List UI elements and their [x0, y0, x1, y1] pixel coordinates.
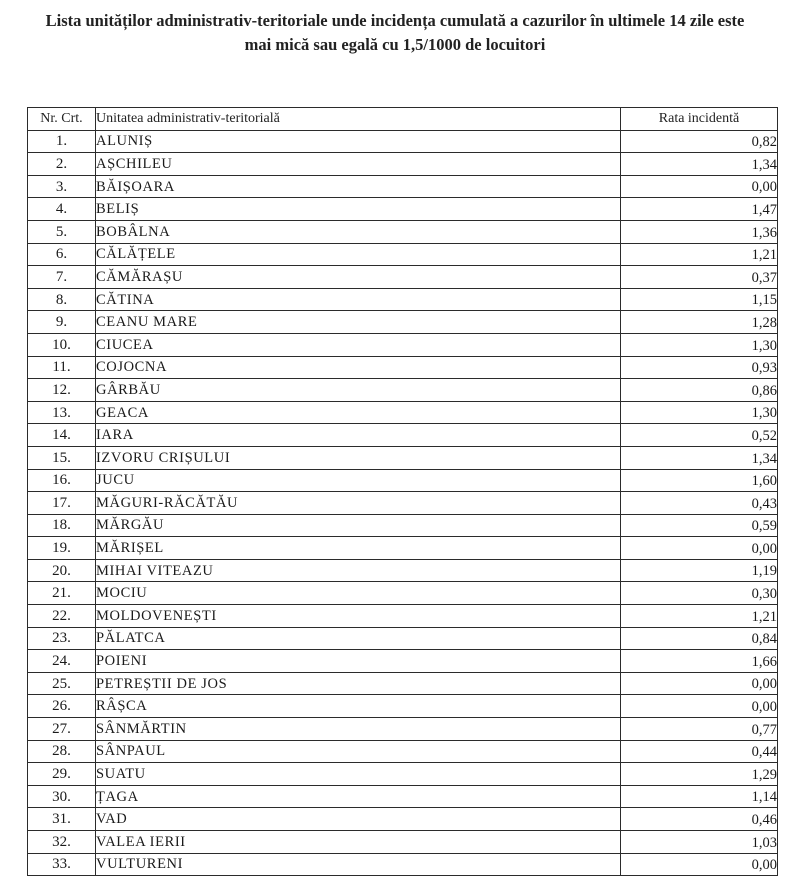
unit-name: MĂRGĂU [96, 514, 621, 537]
table-row [28, 559, 778, 582]
incidence-rate: 1,60 [621, 469, 778, 492]
incidence-rate: 1,29 [621, 763, 778, 786]
incidence-rate: 0,93 [621, 356, 778, 379]
row-number: 17. [28, 492, 96, 515]
row-number: 3. [28, 175, 96, 198]
row-number: 9. [28, 311, 96, 334]
incidence-rate: 1,30 [621, 401, 778, 424]
row-number: 20. [28, 559, 96, 582]
unit-name: VULTURENI [96, 853, 621, 876]
row-number: 22. [28, 605, 96, 628]
row-number: 2. [28, 153, 96, 176]
table-row [28, 537, 778, 560]
table-row [28, 695, 778, 718]
unit-name: COJOCNA [96, 356, 621, 379]
unit-name: PETREȘTII DE JOS [96, 672, 621, 695]
table-row [28, 808, 778, 831]
row-number: 8. [28, 288, 96, 311]
unit-name: MĂGURI-RĂCĂTĂU [96, 492, 621, 515]
row-number: 21. [28, 582, 96, 605]
incidence-rate: 1,28 [621, 311, 778, 334]
unit-name: GEACA [96, 401, 621, 424]
table-row [28, 831, 778, 854]
title-line-1: Lista unităților administrativ-teritoriale unde incidența cumulată a cazurilor în ultimele 14 zile este [45, 11, 745, 30]
incidence-rate: 0,86 [621, 379, 778, 402]
incidence-rate: 1,21 [621, 605, 778, 628]
table-row [28, 627, 778, 650]
row-number: 25. [28, 672, 96, 695]
row-number: 26. [28, 695, 96, 718]
incidence-rate: 1,47 [621, 198, 778, 221]
table-row [28, 266, 778, 289]
table-row [28, 311, 778, 334]
incidence-rate: 1,21 [621, 243, 778, 266]
incidence-rate: 0,44 [621, 740, 778, 763]
row-number: 29. [28, 763, 96, 786]
unit-name: IARA [96, 424, 621, 447]
row-number: 13. [28, 401, 96, 424]
row-number: 33. [28, 853, 96, 876]
row-number: 28. [28, 740, 96, 763]
row-number: 19. [28, 537, 96, 560]
incidence-rate: 0,00 [621, 672, 778, 695]
table-row [28, 605, 778, 628]
incidence-rate: 0,46 [621, 808, 778, 831]
incidence-rate: 1,03 [621, 831, 778, 854]
unit-name: BĂIȘOARA [96, 175, 621, 198]
table-row [28, 718, 778, 741]
incidence-rate: 1,14 [621, 785, 778, 808]
unit-name: SÂNMĂRTIN [96, 718, 621, 741]
row-number: 31. [28, 808, 96, 831]
unit-name: BOBÂLNA [96, 220, 621, 243]
unit-name: ALUNIȘ [96, 130, 621, 153]
row-number: 24. [28, 650, 96, 673]
row-number: 6. [28, 243, 96, 266]
incidence-rate: 1,30 [621, 333, 778, 356]
unit-name: VAD [96, 808, 621, 831]
table-body [28, 130, 778, 876]
table-row [28, 401, 778, 424]
row-number: 23. [28, 627, 96, 650]
incidence-rate: 0,30 [621, 582, 778, 605]
incidence-rate: 0,77 [621, 718, 778, 741]
uat-incidence-table [27, 107, 778, 876]
unit-name: CĂLĂȚELE [96, 243, 621, 266]
table-row [28, 469, 778, 492]
table-row [28, 198, 778, 221]
incidence-rate: 0,00 [621, 853, 778, 876]
incidence-rate: 0,00 [621, 175, 778, 198]
table-row [28, 379, 778, 402]
unit-name: CIUCEA [96, 333, 621, 356]
table-row [28, 220, 778, 243]
table-row [28, 333, 778, 356]
unit-name: RÂȘCA [96, 695, 621, 718]
table-row [28, 130, 778, 153]
header-nr-crt: Nr. Crt. [28, 108, 96, 131]
unit-name: AȘCHILEU [96, 153, 621, 176]
table-row [28, 424, 778, 447]
unit-name: BELIȘ [96, 198, 621, 221]
incidence-rate: 0,84 [621, 627, 778, 650]
table-row [28, 650, 778, 673]
incidence-rate: 0,37 [621, 266, 778, 289]
unit-name: POIENI [96, 650, 621, 673]
row-number: 12. [28, 379, 96, 402]
header-rate: Rata incidentă [621, 108, 778, 131]
document-title [10, 9, 780, 57]
table-row [28, 153, 778, 176]
table-row [28, 492, 778, 515]
incidence-rate: 0,82 [621, 130, 778, 153]
incidence-rate: 1,19 [621, 559, 778, 582]
unit-name: MĂRIȘEL [96, 537, 621, 560]
table-row [28, 582, 778, 605]
unit-name: VALEA IERII [96, 831, 621, 854]
unit-name: PĂLATCA [96, 627, 621, 650]
row-number: 30. [28, 785, 96, 808]
table-row [28, 446, 778, 469]
incidence-rate: 0,52 [621, 424, 778, 447]
table-row [28, 356, 778, 379]
unit-name: MOCIU [96, 582, 621, 605]
row-number: 7. [28, 266, 96, 289]
incidence-rate: 1,34 [621, 153, 778, 176]
incidence-rate: 1,66 [621, 650, 778, 673]
row-number: 18. [28, 514, 96, 537]
unit-name: MIHAI VITEAZU [96, 559, 621, 582]
table-header-row [28, 108, 778, 131]
row-number: 32. [28, 831, 96, 854]
row-number: 16. [28, 469, 96, 492]
incidence-rate: 0,43 [621, 492, 778, 515]
table-row [28, 175, 778, 198]
row-number: 11. [28, 356, 96, 379]
unit-name: JUCU [96, 469, 621, 492]
incidence-rate: 1,34 [621, 446, 778, 469]
unit-name: IZVORU CRIȘULUI [96, 446, 621, 469]
row-number: 14. [28, 424, 96, 447]
incidence-rate: 0,59 [621, 514, 778, 537]
row-number: 10. [28, 333, 96, 356]
table-row [28, 740, 778, 763]
unit-name: CĂTINA [96, 288, 621, 311]
table-row [28, 763, 778, 786]
table-row [28, 672, 778, 695]
incidence-rate: 1,15 [621, 288, 778, 311]
table-row [28, 514, 778, 537]
unit-name: MOLDOVENEȘTI [96, 605, 621, 628]
row-number: 27. [28, 718, 96, 741]
table-row [28, 853, 778, 876]
unit-name: ȚAGA [96, 785, 621, 808]
table-row [28, 243, 778, 266]
title-line-2: mai mică sau egală cu 1,5/1000 de locuitori [244, 35, 546, 54]
row-number: 1. [28, 130, 96, 153]
unit-name: SÂNPAUL [96, 740, 621, 763]
unit-name: GÂRBĂU [96, 379, 621, 402]
row-number: 4. [28, 198, 96, 221]
header-unit: Unitatea administrativ-teritorială [96, 108, 621, 131]
incidence-rate: 0,00 [621, 695, 778, 718]
table-row [28, 785, 778, 808]
unit-name: CEANU MARE [96, 311, 621, 334]
incidence-rate: 0,00 [621, 537, 778, 560]
unit-name: CĂMĂRAȘU [96, 266, 621, 289]
incidence-rate: 1,36 [621, 220, 778, 243]
row-number: 5. [28, 220, 96, 243]
unit-name: SUATU [96, 763, 621, 786]
row-number: 15. [28, 446, 96, 469]
table-row [28, 288, 778, 311]
